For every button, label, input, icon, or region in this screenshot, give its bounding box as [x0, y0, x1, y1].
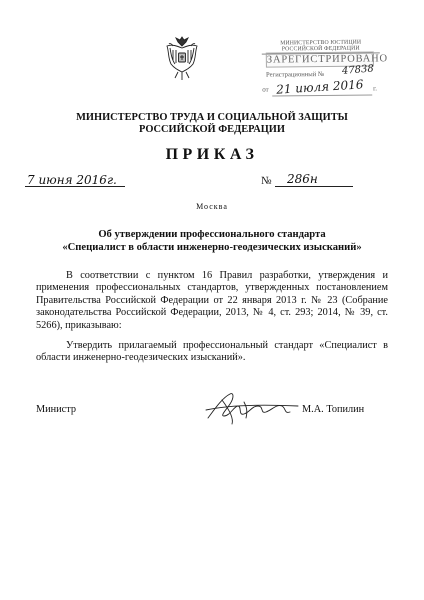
ministry-heading-line1: МИНИСТЕРСТВО ТРУДА И СОЦИАЛЬНОЙ ЗАЩИТЫ	[76, 112, 348, 123]
ministry-heading	[40, 112, 384, 136]
handwritten-signature	[204, 388, 300, 428]
stamp-date-handwritten: 21 июля 2016	[275, 77, 364, 97]
ministry-heading-line2: РОССИЙСКОЙ ФЕДЕРАЦИИ	[139, 124, 285, 135]
stamp-date-underline	[272, 94, 372, 96]
order-date-underline	[25, 186, 125, 187]
stamp-date-suffix: г.	[373, 84, 378, 93]
stamp-date-prefix: от	[262, 85, 269, 94]
order-date: 7 июня 2016г.	[27, 173, 117, 187]
order-subject-line2: «Специалист в области инженерно-геодезических изысканий»	[62, 241, 362, 253]
order-subject	[40, 229, 384, 254]
body-paragraph-1: В соответствии с пунктом 16 Правил разработки, утверждения и применения профессиональных стандартов, утвержденных постановлением Правительства Российской Федерации от 22 января 2013 г. № 23 (Собрание законодательства Российской Федерации, 2013, № 4, ст. 293; 2014, № 39, ст. 5266), приказываю:	[36, 270, 388, 331]
coat-of-arms-emblem	[164, 36, 200, 82]
body-paragraph-2: Утвердить прилагаемый профессиональный стандарт «Специалист в области инженерно-геодезических изысканий».	[36, 340, 388, 364]
city-name: Москва	[196, 202, 228, 211]
signer-role: Министр	[36, 404, 77, 415]
document-type-title: ПРИКАЗ	[165, 146, 259, 163]
order-number-underline	[275, 186, 353, 187]
stamp-ministry-line: МИНИСТЕРСТВО ЮСТИЦИИ РОССИЙСКОЙ ФЕДЕРАЦИИ	[262, 39, 380, 54]
order-number-label: №	[261, 175, 272, 187]
order-number: 286н	[287, 172, 318, 186]
stamp-reg-number: 47838	[341, 63, 375, 77]
signer-name: М.А. Топилин	[302, 404, 365, 415]
stamp-status: ЗАРЕГИСТРИРОВАНО	[266, 51, 374, 67]
stamp-reg-label: Регистрационный №	[265, 70, 325, 79]
registration-stamp	[262, 39, 388, 106]
order-subject-line1: Об утверждении профессионального стандарта	[98, 229, 326, 240]
